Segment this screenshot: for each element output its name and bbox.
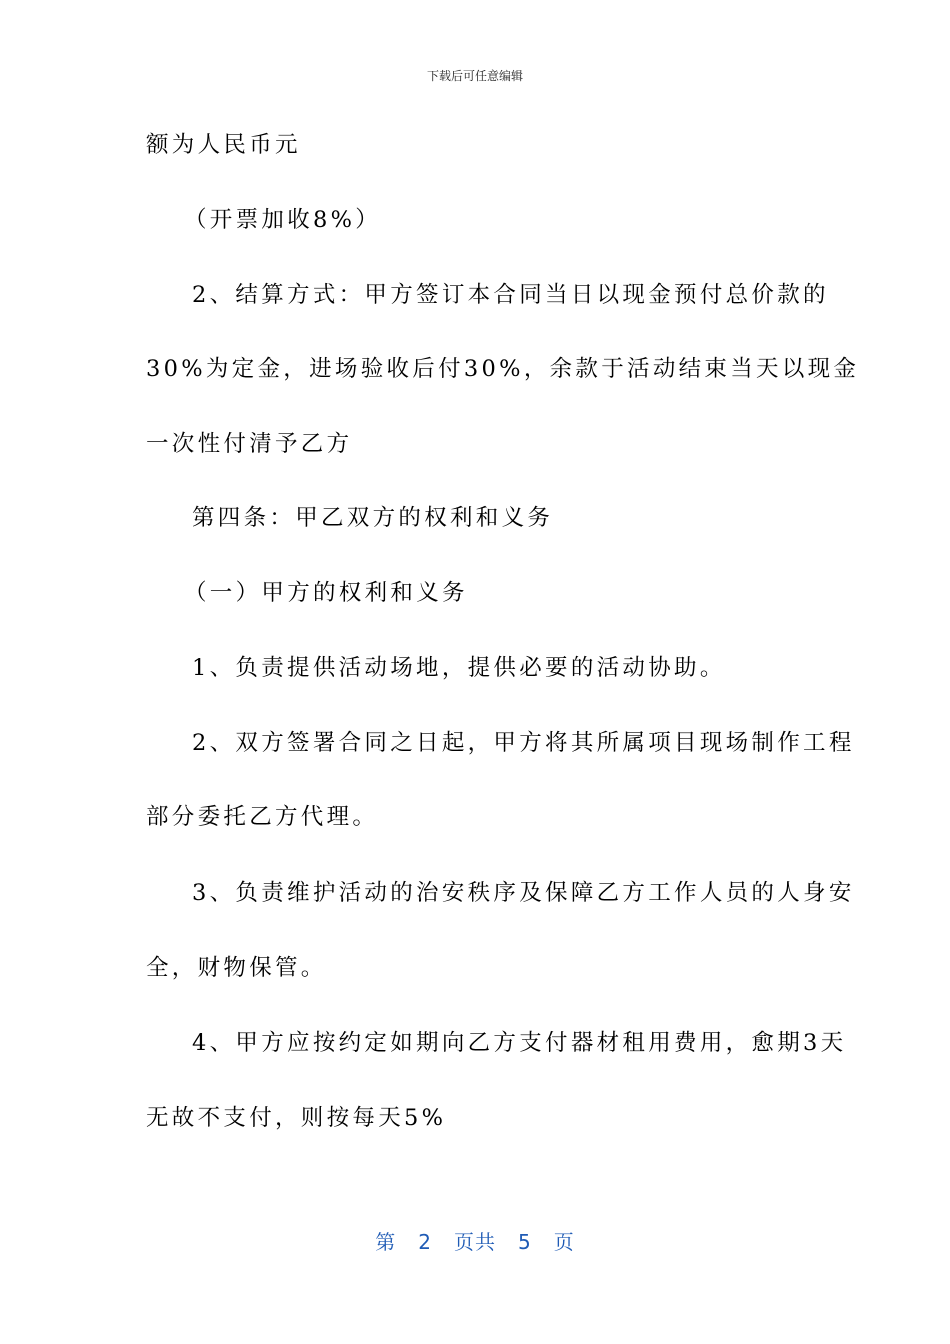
text-line: 全，财物保管。: [146, 955, 327, 981]
text-line: 额为人民币元: [146, 132, 301, 158]
text-line: 2、结算方式：甲方签订本合同当日以现金预付总价款的: [192, 282, 829, 308]
text-line: 2、双方签署合同之日起，甲方将其所属项目现场制作工程: [192, 730, 855, 756]
text-line: 一次性付清予乙方: [146, 431, 353, 457]
footer-prefix: 第: [375, 1230, 397, 1254]
footer-suffix: 页: [553, 1230, 575, 1254]
page-footer: [0, 1226, 950, 1255]
footer-page-number: 2: [418, 1230, 432, 1254]
text-line: 30%为定金，进场验收后付30%，余款于活动结束当天以现金: [146, 356, 860, 382]
text-line: 1、负责提供活动场地，提供必要的活动协助。: [192, 655, 726, 681]
section-heading: 第四条：甲乙双方的权利和义务: [192, 505, 554, 531]
text-line: 3、负责维护活动的治安秩序及保障乙方工作人员的人身安: [192, 880, 855, 906]
text-line: 部分委托乙方代理。: [146, 804, 379, 830]
page-header: 下载后可任意编辑: [426, 69, 523, 83]
text-line: 无故不支付，则按每天5%: [146, 1105, 447, 1131]
footer-total-pages: 5: [518, 1230, 532, 1254]
text-line: （开票加收8%）: [184, 207, 382, 233]
footer-middle: 页共: [454, 1230, 496, 1254]
subsection-heading: （一）甲方的权利和义务: [184, 580, 468, 606]
text-line: 4、甲方应按约定如期向乙方支付器材租用费用，愈期3天: [192, 1030, 847, 1056]
